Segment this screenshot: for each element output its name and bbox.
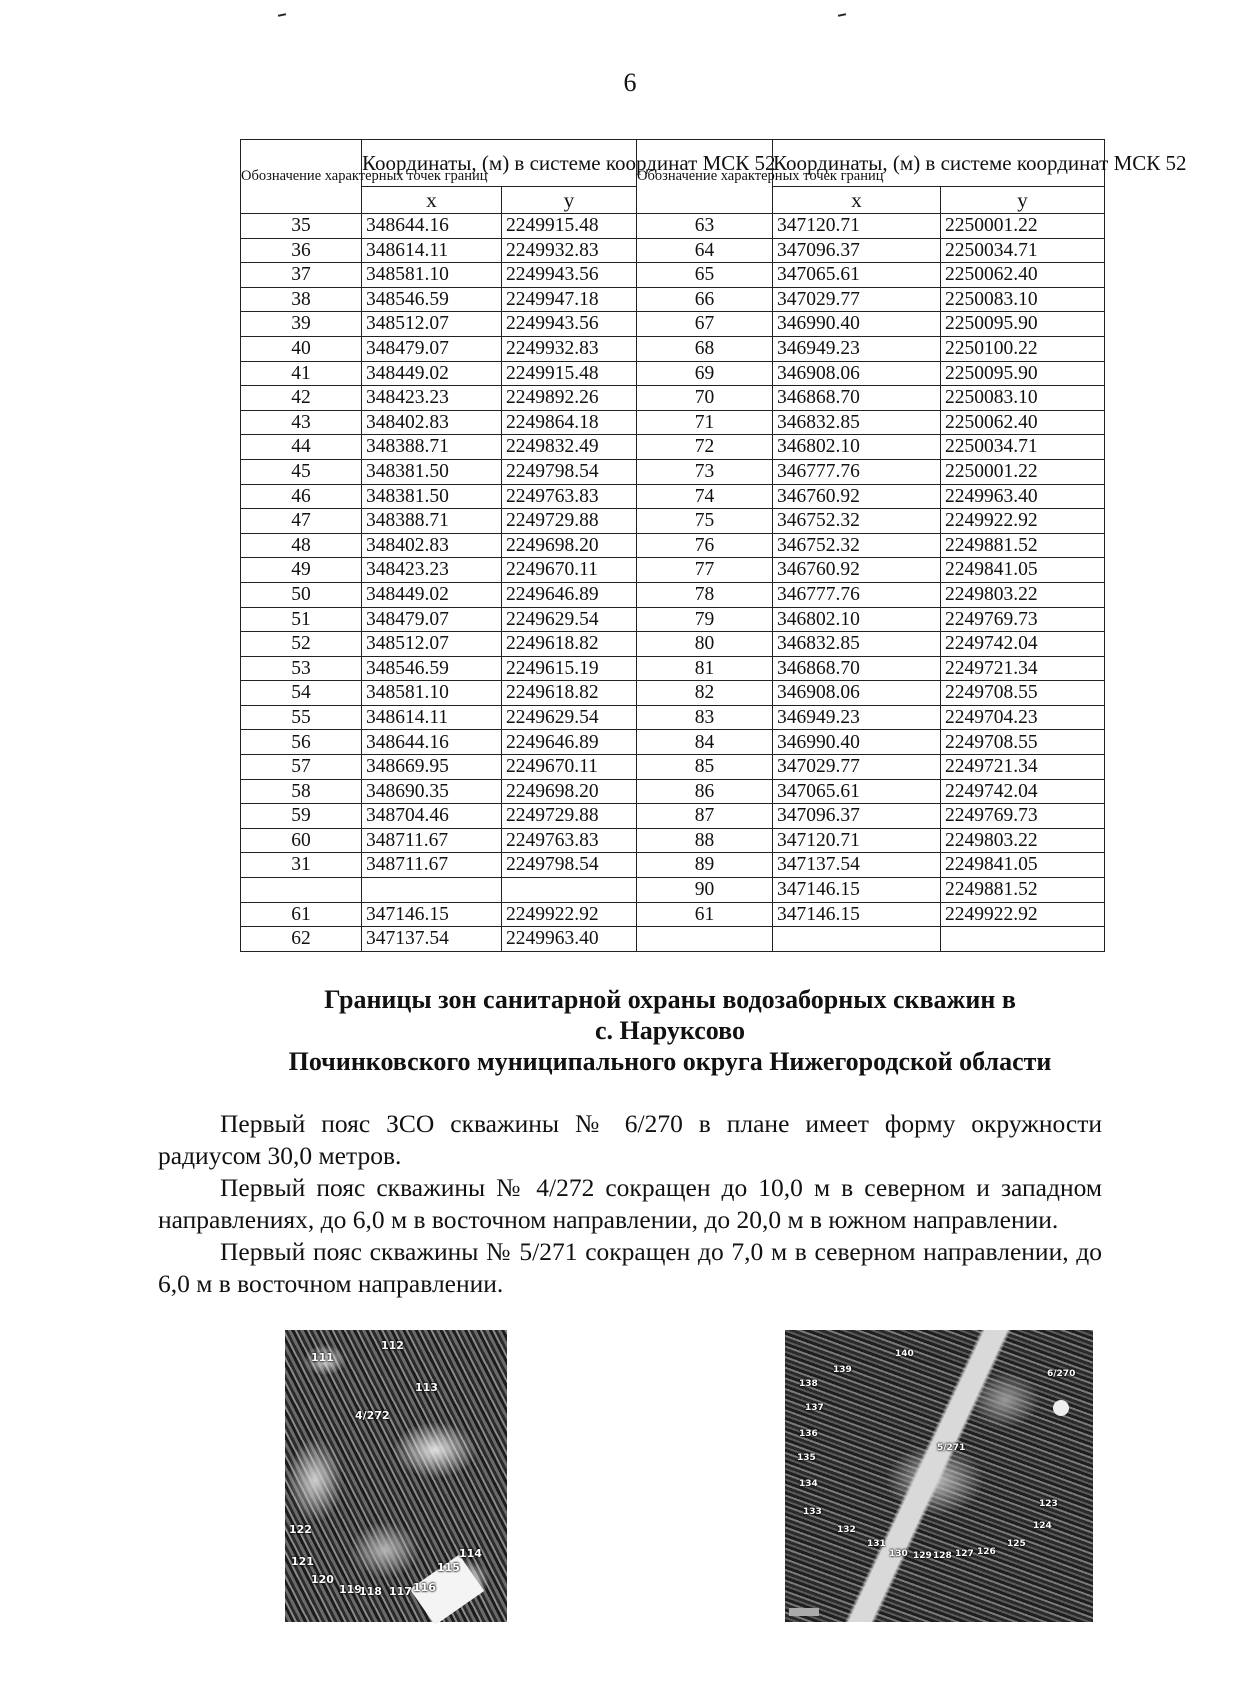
body-text bbox=[158, 1108, 1102, 1300]
map-point-label: 115 bbox=[437, 1561, 460, 1574]
coordinates-table bbox=[240, 139, 1187, 952]
table-row bbox=[241, 435, 1105, 460]
y-coordinate-cell: 2249841.05 bbox=[941, 558, 1105, 583]
y-coordinate-cell: 2249841.05 bbox=[941, 853, 1105, 878]
column-header-y: y bbox=[502, 187, 637, 214]
x-coordinate-cell: 348381.50 bbox=[362, 484, 502, 509]
y-coordinate-cell: 2249618.82 bbox=[502, 632, 637, 657]
y-coordinate-cell: 2249892.26 bbox=[502, 386, 637, 411]
point-number-cell: 82 bbox=[637, 681, 773, 706]
x-coordinate-cell: 348581.10 bbox=[362, 681, 502, 706]
column-header-points: Обозначение характерных точек границ bbox=[241, 140, 362, 214]
map-point-label: 134 bbox=[799, 1479, 818, 1489]
point-number-cell: 47 bbox=[241, 509, 362, 534]
y-coordinate-cell: 2250034.71 bbox=[941, 238, 1105, 263]
y-coordinate-cell: 2249742.04 bbox=[941, 779, 1105, 804]
x-coordinate-cell: 347096.37 bbox=[773, 238, 941, 263]
point-number-cell bbox=[241, 878, 362, 903]
point-number-cell: 51 bbox=[241, 607, 362, 632]
y-coordinate-cell: 2250034.71 bbox=[941, 435, 1105, 460]
point-number-cell: 52 bbox=[241, 632, 362, 657]
x-coordinate-cell: 347146.15 bbox=[773, 902, 941, 927]
x-coordinate-cell: 348512.07 bbox=[362, 632, 502, 657]
y-coordinate-cell: 2250001.22 bbox=[941, 214, 1105, 239]
map-point-label: 128 bbox=[933, 1551, 952, 1561]
y-coordinate-cell: 2249947.18 bbox=[502, 287, 637, 312]
y-coordinate-cell: 2249769.73 bbox=[941, 607, 1105, 632]
point-number-cell: 36 bbox=[241, 238, 362, 263]
table-row bbox=[241, 361, 1105, 386]
column-header-x: x bbox=[362, 187, 502, 214]
y-coordinate-cell: 2249729.88 bbox=[502, 804, 637, 829]
table-row bbox=[241, 582, 1105, 607]
point-number-cell: 59 bbox=[241, 804, 362, 829]
point-number-cell: 62 bbox=[241, 927, 362, 952]
x-coordinate-cell: 348449.02 bbox=[362, 361, 502, 386]
y-coordinate-cell: 2249803.22 bbox=[941, 582, 1105, 607]
point-number-cell: 90 bbox=[637, 878, 773, 903]
x-coordinate-cell: 348388.71 bbox=[362, 509, 502, 534]
y-coordinate-cell: 2249698.20 bbox=[502, 533, 637, 558]
point-number-cell: 83 bbox=[637, 705, 773, 730]
y-coordinate-cell: 2249704.23 bbox=[941, 705, 1105, 730]
y-coordinate-cell: 2249618.82 bbox=[502, 681, 637, 706]
map-point-label: 122 bbox=[289, 1523, 312, 1536]
map-point-label: 125 bbox=[1007, 1539, 1026, 1549]
table-row bbox=[241, 214, 1105, 239]
table-row bbox=[241, 312, 1105, 337]
paragraph: Первый пояс ЗСО скважины № 6/270 в плане имеет форму окружности радиусом 30,0 метров. bbox=[158, 1109, 1102, 1170]
table-row bbox=[241, 779, 1105, 804]
x-coordinate-cell: 346802.10 bbox=[773, 607, 941, 632]
y-coordinate-cell bbox=[941, 927, 1105, 952]
point-number-cell: 46 bbox=[241, 484, 362, 509]
point-number-cell: 57 bbox=[241, 755, 362, 780]
x-coordinate-cell bbox=[773, 927, 941, 952]
y-coordinate-cell: 2249932.83 bbox=[502, 238, 637, 263]
map-point-label: 126 bbox=[977, 1547, 996, 1557]
table-row bbox=[241, 484, 1105, 509]
point-number-cell: 60 bbox=[241, 828, 362, 853]
map-point-label: 130 bbox=[889, 1549, 908, 1559]
x-coordinate-cell: 348546.59 bbox=[362, 656, 502, 681]
section-heading bbox=[230, 984, 1110, 1077]
y-coordinate-cell: 2250001.22 bbox=[941, 459, 1105, 484]
map-point-label: 135 bbox=[797, 1453, 816, 1463]
x-coordinate-cell: 348669.95 bbox=[362, 755, 502, 780]
x-coordinate-cell: 347146.15 bbox=[362, 902, 502, 927]
point-number-cell: 88 bbox=[637, 828, 773, 853]
x-coordinate-cell: 347029.77 bbox=[773, 755, 941, 780]
point-number-cell: 68 bbox=[637, 336, 773, 361]
table-row bbox=[241, 927, 1105, 952]
x-coordinate-cell: 346949.23 bbox=[773, 705, 941, 730]
y-coordinate-cell bbox=[502, 878, 637, 903]
x-coordinate-cell: 348704.46 bbox=[362, 804, 502, 829]
x-coordinate-cell: 348614.11 bbox=[362, 238, 502, 263]
table-row bbox=[241, 336, 1105, 361]
map-point-label: 121 bbox=[291, 1555, 314, 1568]
point-number-cell: 49 bbox=[241, 558, 362, 583]
point-number-cell: 86 bbox=[637, 779, 773, 804]
x-coordinate-cell: 348644.16 bbox=[362, 214, 502, 239]
table-row bbox=[241, 755, 1105, 780]
map-point-label: 139 bbox=[833, 1365, 852, 1375]
x-coordinate-cell: 347137.54 bbox=[362, 927, 502, 952]
x-coordinate-cell: 348402.83 bbox=[362, 410, 502, 435]
map-point-label: 140 bbox=[895, 1349, 914, 1359]
map-point-label: 137 bbox=[805, 1403, 824, 1413]
x-coordinate-cell: 346832.85 bbox=[773, 632, 941, 657]
x-coordinate-cell: 346752.32 bbox=[773, 509, 941, 534]
point-number-cell: 39 bbox=[241, 312, 362, 337]
point-number-cell: 31 bbox=[241, 853, 362, 878]
column-header-points: Обозначение характерных точек границ bbox=[637, 140, 773, 214]
table-row bbox=[241, 656, 1105, 681]
x-coordinate-cell: 347146.15 bbox=[773, 878, 941, 903]
point-number-cell: 81 bbox=[637, 656, 773, 681]
x-coordinate-cell: 348423.23 bbox=[362, 386, 502, 411]
point-number-cell: 40 bbox=[241, 336, 362, 361]
point-number-cell: 61 bbox=[637, 902, 773, 927]
map-point-label: 132 bbox=[837, 1525, 856, 1535]
y-coordinate-cell: 2249615.19 bbox=[502, 656, 637, 681]
table-row bbox=[241, 558, 1105, 583]
x-coordinate-cell: 347065.61 bbox=[773, 779, 941, 804]
table-row bbox=[241, 459, 1105, 484]
table-row bbox=[241, 828, 1105, 853]
x-coordinate-cell: 348614.11 bbox=[362, 705, 502, 730]
point-number-cell: 61 bbox=[241, 902, 362, 927]
x-coordinate-cell: 348479.07 bbox=[362, 336, 502, 361]
y-coordinate-cell: 2249769.73 bbox=[941, 804, 1105, 829]
y-coordinate-cell: 2250083.10 bbox=[941, 287, 1105, 312]
x-coordinate-cell: 346760.92 bbox=[773, 558, 941, 583]
table-row bbox=[241, 681, 1105, 706]
point-number-cell: 72 bbox=[637, 435, 773, 460]
x-coordinate-cell: 346777.76 bbox=[773, 582, 941, 607]
column-header-coordinates: Координаты, (м) в системе координат МСК 52 bbox=[362, 140, 637, 187]
table-row bbox=[241, 533, 1105, 558]
map-point-label: 112 bbox=[381, 1339, 404, 1352]
page-number: 6 bbox=[623, 68, 637, 97]
point-number-cell: 64 bbox=[637, 238, 773, 263]
point-number-cell: 85 bbox=[637, 755, 773, 780]
x-coordinate-cell: 346832.85 bbox=[773, 410, 941, 435]
y-coordinate-cell: 2249922.92 bbox=[941, 509, 1105, 534]
point-number-cell: 67 bbox=[637, 312, 773, 337]
y-coordinate-cell: 2249708.55 bbox=[941, 681, 1105, 706]
x-coordinate-cell: 348546.59 bbox=[362, 287, 502, 312]
y-coordinate-cell: 2249881.52 bbox=[941, 878, 1105, 903]
x-coordinate-cell: 348644.16 bbox=[362, 730, 502, 755]
heading-line: Починковского муниципального округа Нижегородской области bbox=[288, 1047, 1052, 1076]
x-coordinate-cell: 346949.23 bbox=[773, 336, 941, 361]
y-coordinate-cell: 2249670.11 bbox=[502, 755, 637, 780]
table-row bbox=[241, 730, 1105, 755]
x-coordinate-cell: 348711.67 bbox=[362, 853, 502, 878]
point-number-cell: 73 bbox=[637, 459, 773, 484]
column-header-coordinates: Координаты, (м) в системе координат МСК 52 bbox=[773, 140, 1105, 187]
point-number-cell: 38 bbox=[241, 287, 362, 312]
y-coordinate-cell: 2250100.22 bbox=[941, 336, 1105, 361]
y-coordinate-cell: 2250095.90 bbox=[941, 361, 1105, 386]
scan-speck bbox=[838, 13, 846, 17]
point-number-cell: 48 bbox=[241, 533, 362, 558]
map-point-label: 131 bbox=[867, 1539, 886, 1549]
y-coordinate-cell: 2249629.54 bbox=[502, 705, 637, 730]
road-fragment bbox=[789, 1608, 819, 1616]
point-number-cell: 44 bbox=[241, 435, 362, 460]
map-point-label: 6/270 bbox=[1047, 1369, 1076, 1379]
map-point-label: 113 bbox=[415, 1381, 438, 1394]
point-number-cell: 80 bbox=[637, 632, 773, 657]
point-number-cell: 76 bbox=[637, 533, 773, 558]
x-coordinate-cell: 346760.92 bbox=[773, 484, 941, 509]
map-point-label: 119 bbox=[339, 1583, 362, 1596]
map-point-label: 120 bbox=[311, 1573, 334, 1586]
x-coordinate-cell: 346908.06 bbox=[773, 361, 941, 386]
x-coordinate-cell: 347096.37 bbox=[773, 804, 941, 829]
point-number-cell: 71 bbox=[637, 410, 773, 435]
point-number-cell: 54 bbox=[241, 681, 362, 706]
map-point-label: 117 bbox=[389, 1585, 412, 1598]
table-row bbox=[241, 509, 1105, 534]
y-coordinate-cell: 2249881.52 bbox=[941, 533, 1105, 558]
x-coordinate-cell bbox=[362, 878, 502, 903]
y-coordinate-cell: 2249932.83 bbox=[502, 336, 637, 361]
x-coordinate-cell: 346868.70 bbox=[773, 656, 941, 681]
x-coordinate-cell: 346990.40 bbox=[773, 730, 941, 755]
table-row bbox=[241, 632, 1105, 657]
map-point-label: 124 bbox=[1033, 1521, 1052, 1531]
map-point-label: 111 bbox=[311, 1351, 334, 1364]
point-number-cell: 58 bbox=[241, 779, 362, 804]
point-number-cell: 53 bbox=[241, 656, 362, 681]
heading-line: с. Наруксово bbox=[595, 1016, 745, 1045]
point-number-cell: 74 bbox=[637, 484, 773, 509]
y-coordinate-cell: 2249729.88 bbox=[502, 509, 637, 534]
x-coordinate-cell: 347029.77 bbox=[773, 287, 941, 312]
x-coordinate-cell: 346990.40 bbox=[773, 312, 941, 337]
y-coordinate-cell: 2249629.54 bbox=[502, 607, 637, 632]
map-point-label: 116 bbox=[413, 1581, 436, 1594]
map-point-label: 138 bbox=[799, 1379, 818, 1389]
x-coordinate-cell: 346908.06 bbox=[773, 681, 941, 706]
y-coordinate-cell: 2249943.56 bbox=[502, 263, 637, 288]
y-coordinate-cell: 2249864.18 bbox=[502, 410, 637, 435]
heading-line: Границы зон санитарной охраны водозаборных скважин в bbox=[324, 985, 1016, 1014]
scan-speck bbox=[278, 13, 286, 17]
y-coordinate-cell: 2249922.92 bbox=[941, 902, 1105, 927]
point-number-cell: 35 bbox=[241, 214, 362, 239]
y-coordinate-cell: 2249915.48 bbox=[502, 361, 637, 386]
x-coordinate-cell: 348512.07 bbox=[362, 312, 502, 337]
paragraph: Первый пояс скважины № 4/272 сокращен до 10,0 м в северном и западном направлениях, до 6,0 м в восточном направлении, до 20,0 м в южном направлении. bbox=[158, 1173, 1102, 1234]
point-number-cell: 55 bbox=[241, 705, 362, 730]
y-coordinate-cell: 2249832.49 bbox=[502, 435, 637, 460]
x-coordinate-cell: 347120.71 bbox=[773, 214, 941, 239]
table-row bbox=[241, 287, 1105, 312]
point-number-cell: 69 bbox=[637, 361, 773, 386]
circle-marker bbox=[1053, 1400, 1069, 1416]
y-coordinate-cell: 2249798.54 bbox=[502, 459, 637, 484]
x-coordinate-cell: 347120.71 bbox=[773, 828, 941, 853]
map-point-label: 127 bbox=[955, 1549, 974, 1559]
table-row bbox=[241, 853, 1105, 878]
y-coordinate-cell: 2249922.92 bbox=[502, 902, 637, 927]
table-row bbox=[241, 878, 1105, 903]
column-header-y: y bbox=[941, 187, 1105, 214]
point-number-cell: 43 bbox=[241, 410, 362, 435]
x-coordinate-cell: 346752.32 bbox=[773, 533, 941, 558]
table-row bbox=[241, 410, 1105, 435]
x-coordinate-cell: 348581.10 bbox=[362, 263, 502, 288]
x-coordinate-cell: 348690.35 bbox=[362, 779, 502, 804]
x-coordinate-cell: 347137.54 bbox=[773, 853, 941, 878]
x-coordinate-cell: 348423.23 bbox=[362, 558, 502, 583]
x-coordinate-cell: 348381.50 bbox=[362, 459, 502, 484]
table-row bbox=[241, 607, 1105, 632]
aerial-photo-wells-5-271-6-270 bbox=[785, 1330, 1093, 1622]
y-coordinate-cell: 2249646.89 bbox=[502, 730, 637, 755]
y-coordinate-cell: 2249698.20 bbox=[502, 779, 637, 804]
y-coordinate-cell: 2249943.56 bbox=[502, 312, 637, 337]
aerial-photo-well-4-272 bbox=[285, 1330, 507, 1622]
map-point-label: 5/271 bbox=[937, 1443, 966, 1453]
y-coordinate-cell: 2249708.55 bbox=[941, 730, 1105, 755]
x-coordinate-cell: 346777.76 bbox=[773, 459, 941, 484]
y-coordinate-cell: 2249963.40 bbox=[502, 927, 637, 952]
y-coordinate-cell: 2250083.10 bbox=[941, 386, 1105, 411]
point-number-cell: 89 bbox=[637, 853, 773, 878]
point-number-cell: 65 bbox=[637, 263, 773, 288]
y-coordinate-cell: 2249798.54 bbox=[502, 853, 637, 878]
y-coordinate-cell: 2249763.83 bbox=[502, 828, 637, 853]
map-point-label: 136 bbox=[799, 1429, 818, 1439]
map-point-label: 4/272 bbox=[355, 1409, 390, 1422]
point-number-cell: 78 bbox=[637, 582, 773, 607]
y-coordinate-cell: 2249803.22 bbox=[941, 828, 1105, 853]
point-number-cell: 70 bbox=[637, 386, 773, 411]
y-coordinate-cell: 2249915.48 bbox=[502, 214, 637, 239]
point-number-cell: 37 bbox=[241, 263, 362, 288]
point-number-cell: 41 bbox=[241, 361, 362, 386]
y-coordinate-cell: 2250095.90 bbox=[941, 312, 1105, 337]
map-point-label: 118 bbox=[359, 1585, 382, 1598]
paragraph: Первый пояс скважины № 5/271 сокращен до 7,0 м в северном направлении, до 6,0 м в восточном направлении. bbox=[158, 1237, 1102, 1298]
table-row bbox=[241, 902, 1105, 927]
map-point-label: 133 bbox=[803, 1507, 822, 1517]
x-coordinate-cell: 348388.71 bbox=[362, 435, 502, 460]
y-coordinate-cell: 2249963.40 bbox=[941, 484, 1105, 509]
table-row bbox=[241, 386, 1105, 411]
x-coordinate-cell: 346802.10 bbox=[773, 435, 941, 460]
y-coordinate-cell: 2249646.89 bbox=[502, 582, 637, 607]
table-row bbox=[241, 263, 1105, 288]
point-number-cell: 79 bbox=[637, 607, 773, 632]
point-number-cell: 75 bbox=[637, 509, 773, 534]
y-coordinate-cell: 2249721.34 bbox=[941, 755, 1105, 780]
x-coordinate-cell: 348479.07 bbox=[362, 607, 502, 632]
x-coordinate-cell: 348711.67 bbox=[362, 828, 502, 853]
point-number-cell: 56 bbox=[241, 730, 362, 755]
x-coordinate-cell: 347065.61 bbox=[773, 263, 941, 288]
point-number-cell: 87 bbox=[637, 804, 773, 829]
point-number-cell: 45 bbox=[241, 459, 362, 484]
table-row bbox=[241, 705, 1105, 730]
point-number-cell: 84 bbox=[637, 730, 773, 755]
table-row bbox=[241, 804, 1105, 829]
map-point-label: 129 bbox=[913, 1551, 932, 1561]
y-coordinate-cell: 2249742.04 bbox=[941, 632, 1105, 657]
point-number-cell: 50 bbox=[241, 582, 362, 607]
point-number-cell: 66 bbox=[637, 287, 773, 312]
coordinates-table-body bbox=[241, 214, 1105, 952]
map-point-label: 114 bbox=[459, 1547, 482, 1560]
table-row bbox=[241, 238, 1105, 263]
map-point-label: 123 bbox=[1039, 1499, 1058, 1509]
y-coordinate-cell: 2249721.34 bbox=[941, 656, 1105, 681]
column-header-x: x bbox=[773, 187, 941, 214]
point-number-cell bbox=[637, 927, 773, 952]
y-coordinate-cell: 2249670.11 bbox=[502, 558, 637, 583]
x-coordinate-cell: 346868.70 bbox=[773, 386, 941, 411]
point-number-cell: 63 bbox=[637, 214, 773, 239]
y-coordinate-cell: 2250062.40 bbox=[941, 410, 1105, 435]
y-coordinate-cell: 2250062.40 bbox=[941, 263, 1105, 288]
x-coordinate-cell: 348449.02 bbox=[362, 582, 502, 607]
point-number-cell: 77 bbox=[637, 558, 773, 583]
point-number-cell: 42 bbox=[241, 386, 362, 411]
y-coordinate-cell: 2249763.83 bbox=[502, 484, 637, 509]
x-coordinate-cell: 348402.83 bbox=[362, 533, 502, 558]
